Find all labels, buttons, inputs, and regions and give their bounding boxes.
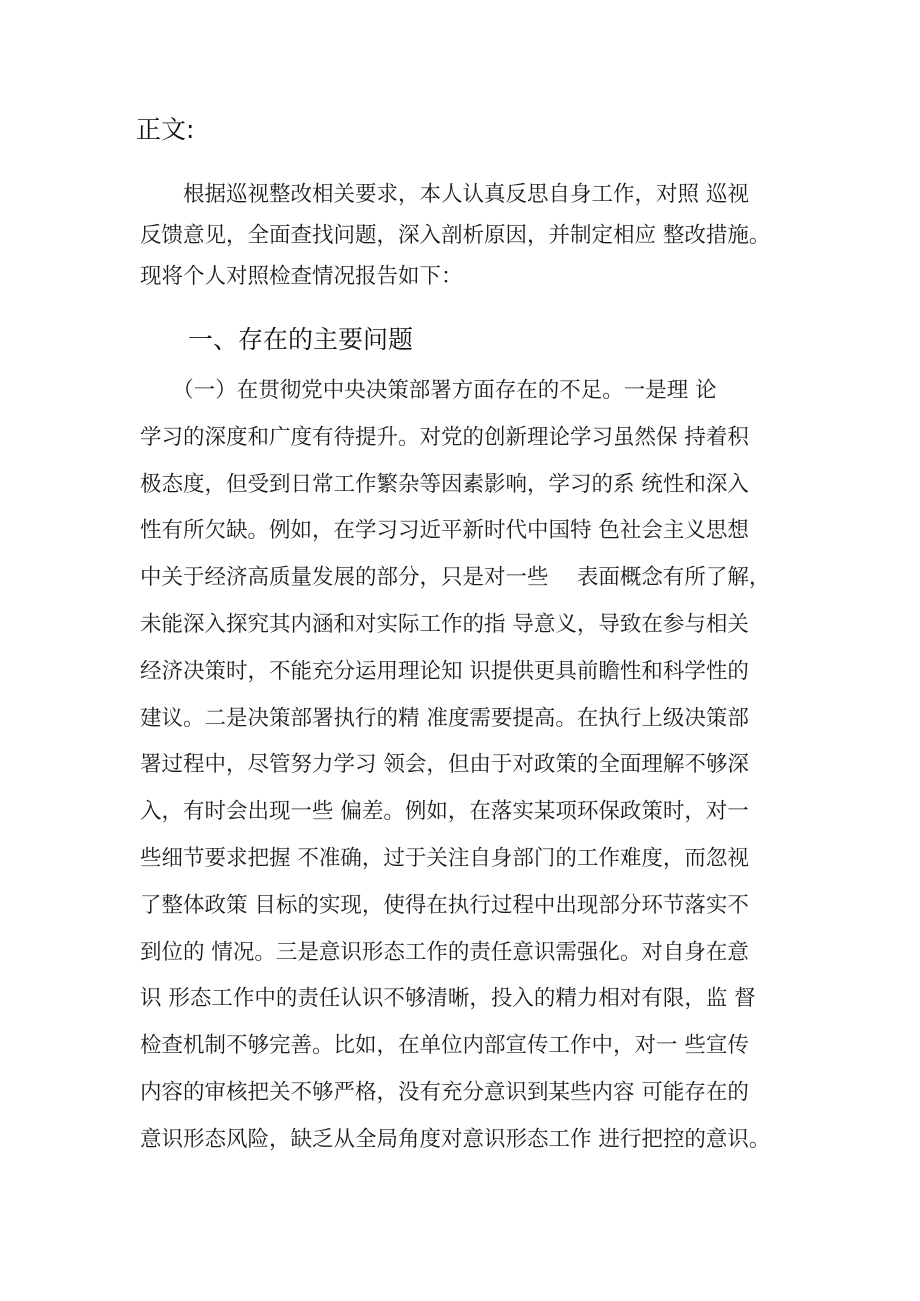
- body-line: 署过程中，尽管努力学习 领会，但由于对政策的全面理解不够深: [140, 752, 749, 778]
- body-line: 内容的审核把关不够严格，没有充分意识到某些内容 可能存在的: [140, 1079, 749, 1105]
- body-line: 了整体政策 目标的实现，使得在执行过程中出现部分环节落实不: [140, 892, 749, 918]
- body-line: 未能深入探究其内涵和对实际工作的指 导意义，导致在参与相关: [140, 611, 749, 637]
- body-line: （一）在贯彻党中央决策部署方面存在的不足。一是理 论: [140, 378, 717, 403]
- body-line: 性有所欠缺。例如，在学习习近平新时代中国特 色社会主义思想: [140, 518, 749, 544]
- body-line: 意识形态风险，缺乏从全局角度对意识形态工作 进行把控的意识。: [140, 1126, 771, 1152]
- intro-line: 现将个人对照检查情况报告如下：: [140, 264, 463, 289]
- body-line: 极态度，但受到日常工作繁杂等因素影响，学习的系 统性和深入: [140, 471, 749, 497]
- body-line: 中关于经济高质量发展的部分，只是对一些 表面概念有所了解，: [140, 565, 771, 591]
- intro-line: 根据巡视整改相关要求，本人认真反思自身工作，对照 巡视: [140, 182, 749, 207]
- body-line: 建议。二是决策部署执行的精 准度需要提高。在执行上级决策部: [140, 705, 749, 731]
- document-heading: 正文:: [136, 115, 195, 144]
- body-line: 识 形态工作中的责任认识不够清晰，投入的精力相对有限，监 督: [140, 986, 756, 1012]
- body-line: 经济决策时，不能充分运用理论知 识提供更具前瞻性和科学性的: [140, 658, 749, 684]
- body-line: 检查机制不够完善。比如，在单位内部宣传工作中，对一 些宣传: [140, 1033, 749, 1059]
- body-line: 些细节要求把握 不准确，过于关注自身部门的工作难度，而忽视: [140, 845, 749, 871]
- section-body-paragraph: [140, 368, 800, 1164]
- body-line: 入，有时会出现一些 偏差。例如，在落实某项环保政策时，对一: [140, 799, 749, 825]
- body-line: 到位的 情况。三是意识形态工作的责任意识需强化。对自身在意: [140, 939, 749, 965]
- intro-line: 反馈意见，全面查找问题，深入剖析原因，并制定相应 整改措施。: [140, 223, 771, 248]
- intro-paragraph: [140, 174, 800, 297]
- body-line: 学习的深度和广度有待提升。对党的创新理论学习虽然保 持着积: [140, 424, 749, 450]
- section-title: 一、存在的主要问题: [188, 325, 414, 354]
